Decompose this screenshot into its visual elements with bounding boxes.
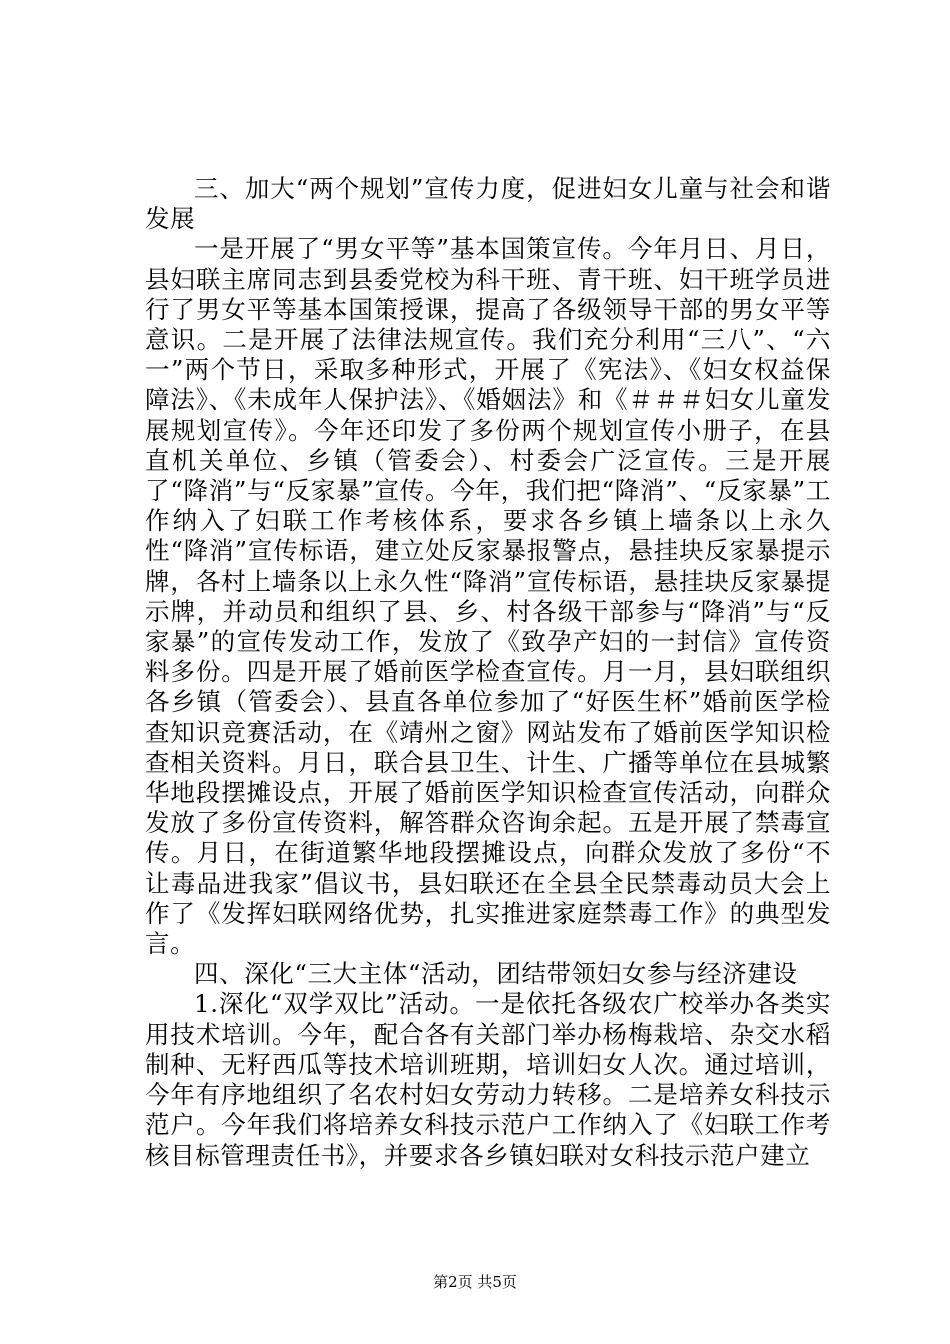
body-paragraph: 一是开展了“男女平等”基本国策宣传。今年月日、月日，县妇联主席同志到县委党校为科干班、青干班、妇干班学员进行了男女平等基本国策授课，提高了各级领导干部的男女平等意识。二是开展了法律法规宣传。我们充分利用“三八”、“六一”两个节日，采取多种形式，开展了《宪法》、《妇女权益保障法》、《未成年人保护法》、《婚姻法》和《＃＃＃妇女儿童发展规划宣传》。今年还印发了多份两个规划宣传小册子，在县直机关单位、乡镇（管委会）、村委会广泛宣传。三是开展了“降消”与“反家暴”宣传。今年，我们把“降消”、“反家暴”工作纳入了妇联工作考核体系，要求各乡镇上墙条以上永久性“降消”宣传标语，建立处反家暴报警点，悬挂块反家暴提示牌，各村上墙条以上永久性“降消”宣传标语，悬挂块反家暴提示牌，并动员和组织了县、乡、村各级干部参与“降消”与“反家暴”的宣传发动工作，发放了《致孕产妇的一封信》宣传资料多份。四是开展了婚前医学检查宣传。月一月，县妇联组织各乡镇（管委会）、县直各单位参加了“好医生杯”婚前医学检查知识竞赛活动，在《靖州之窗》网站发布了婚前医学知识检查相关资料。月日，联合县卫生、计生、广播等单位在县城繁华地段摆摊设点，开展了婚前医学知识检查宣传活动，向群众发放了多份宣传资料，解答群众咨询余起。五是开展了禁毒宣传。月日，在街道繁华地段摆摊设点，向群众发放了多份“不让毒品进我家”倡议书，县妇联还在全县全民禁毒动员大会上作了《发挥妇联网络优势，扎实推进家庭禁毒工作》的典型发言。 <box>145 234 831 959</box>
section-heading-three: 三、加大“两个规划”宣传力度，促进妇女儿童与社会和谐发展 <box>145 174 831 234</box>
body-paragraph: 1.深化“双学双比”活动。一是依托各级农广校举办各类实用技术培训。今年，配合各有关部门举办杨梅栽培、杂交水稻制种、无籽西瓜等技术培训班期，培训妇女人次。通过培训，今年有序地组织了名农村妇女劳动力转移。二是培养女科技示范户。今年我们将培养女科技示范户工作纳入了《妇联工作考核目标管理责任书》，并要求各乡镇妇联对女科技示范户建立 <box>145 989 831 1170</box>
section-heading-four: 四、深化“三大主体“活动，团结带领妇女参与经济建设 <box>194 959 798 989</box>
page-footer: 第2页 共5页 <box>433 1273 517 1291</box>
document-body <box>145 174 831 1171</box>
